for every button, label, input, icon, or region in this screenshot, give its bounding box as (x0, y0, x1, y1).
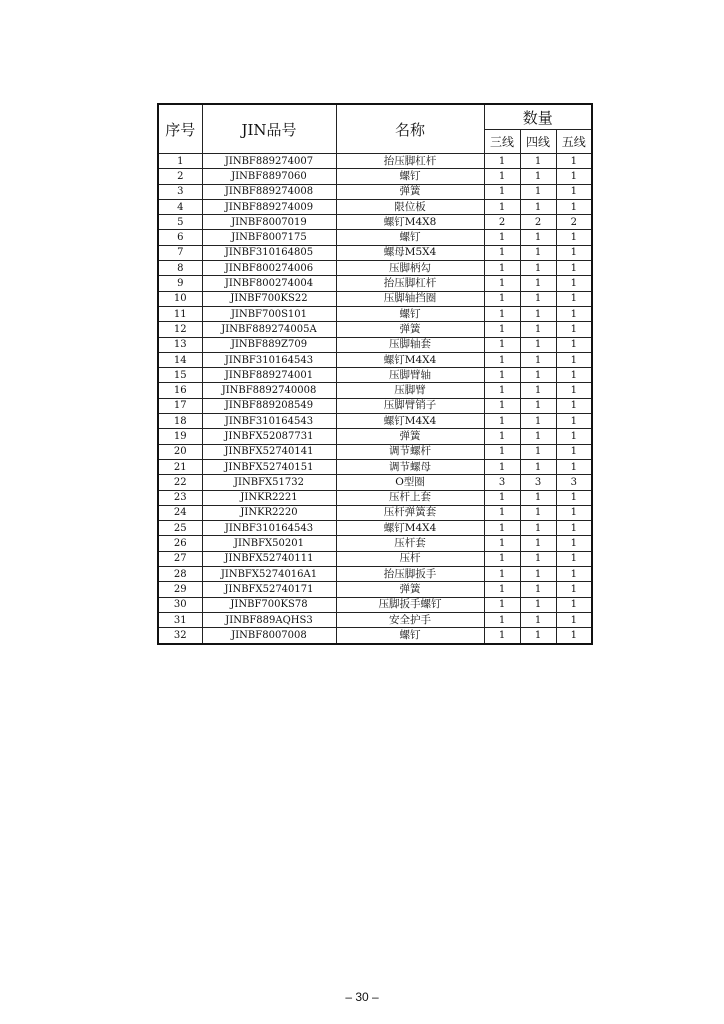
cell-seq: 6 (158, 230, 202, 245)
cell-seq: 4 (158, 199, 202, 214)
cell-part-number: JINBF8007019 (202, 215, 336, 230)
table-row (158, 337, 592, 352)
table-row (158, 444, 592, 459)
cell-qty-three-thread: 1 (484, 169, 520, 184)
cell-qty-five-thread: 1 (556, 337, 592, 352)
cell-qty-five-thread: 1 (556, 230, 592, 245)
cell-seq: 31 (158, 612, 202, 627)
cell-qty-three-thread: 1 (484, 536, 520, 551)
cell-part-number: JINBF8007008 (202, 628, 336, 644)
header-seq: 序号 (158, 104, 202, 154)
parts-list-table (157, 103, 593, 645)
cell-name: 压杆套 (336, 536, 484, 551)
cell-part-number: JINBFX51732 (202, 475, 336, 490)
cell-qty-five-thread: 1 (556, 368, 592, 383)
cell-seq: 22 (158, 475, 202, 490)
cell-name: 螺钉M4X4 (336, 521, 484, 536)
cell-qty-four-thread: 1 (520, 184, 556, 199)
table-row (158, 276, 592, 291)
cell-name: 抬压脚杠杆 (336, 276, 484, 291)
table-row (158, 459, 592, 474)
cell-qty-four-thread: 1 (520, 612, 556, 627)
cell-qty-four-thread: 1 (520, 582, 556, 597)
cell-qty-three-thread: 1 (484, 459, 520, 474)
cell-seq: 26 (158, 536, 202, 551)
cell-qty-five-thread: 1 (556, 597, 592, 612)
cell-part-number: JINBF889274009 (202, 199, 336, 214)
table-row (158, 368, 592, 383)
cell-name: 螺钉 (336, 628, 484, 644)
header-four-thread: 四线 (520, 130, 556, 154)
cell-name: 弹簧 (336, 429, 484, 444)
cell-part-number: JINBFX52740151 (202, 459, 336, 474)
cell-qty-four-thread: 2 (520, 215, 556, 230)
cell-part-number: JINBFX50201 (202, 536, 336, 551)
cell-name: 螺钉M4X4 (336, 414, 484, 429)
cell-seq: 13 (158, 337, 202, 352)
cell-part-number: JINBFX52740111 (202, 551, 336, 566)
cell-qty-four-thread: 1 (520, 567, 556, 582)
cell-qty-three-thread: 1 (484, 429, 520, 444)
cell-name: 压杆上套 (336, 490, 484, 505)
cell-qty-three-thread: 1 (484, 398, 520, 413)
cell-qty-four-thread: 1 (520, 230, 556, 245)
cell-name: 螺钉M4X8 (336, 215, 484, 230)
table-row (158, 154, 592, 169)
cell-qty-three-thread: 1 (484, 306, 520, 321)
cell-seq: 24 (158, 505, 202, 520)
cell-seq: 21 (158, 459, 202, 474)
table-row (158, 612, 592, 627)
cell-qty-four-thread: 1 (520, 352, 556, 367)
table-body (158, 154, 592, 644)
cell-qty-four-thread: 1 (520, 536, 556, 551)
table-row (158, 551, 592, 566)
cell-seq: 17 (158, 398, 202, 413)
cell-part-number: JINBF8892740008 (202, 383, 336, 398)
cell-part-number: JINBF889274005A (202, 322, 336, 337)
cell-qty-five-thread: 1 (556, 199, 592, 214)
cell-name: 压脚扳手螺钉 (336, 597, 484, 612)
cell-part-number: JINBFX52740141 (202, 444, 336, 459)
cell-qty-four-thread: 1 (520, 368, 556, 383)
cell-seq: 18 (158, 414, 202, 429)
table-row (158, 582, 592, 597)
cell-qty-three-thread: 1 (484, 612, 520, 627)
cell-name: 限位板 (336, 199, 484, 214)
cell-qty-five-thread: 1 (556, 551, 592, 566)
cell-qty-three-thread: 1 (484, 582, 520, 597)
cell-qty-five-thread: 3 (556, 475, 592, 490)
cell-qty-four-thread: 1 (520, 597, 556, 612)
cell-part-number: JINBF889AQHS3 (202, 612, 336, 627)
cell-name: 调节螺母 (336, 459, 484, 474)
cell-name: 弹簧 (336, 184, 484, 199)
cell-qty-five-thread: 1 (556, 521, 592, 536)
cell-qty-five-thread: 1 (556, 612, 592, 627)
cell-seq: 2 (158, 169, 202, 184)
table-row (158, 230, 592, 245)
cell-qty-five-thread: 1 (556, 582, 592, 597)
cell-qty-five-thread: 1 (556, 429, 592, 444)
cell-seq: 5 (158, 215, 202, 230)
cell-qty-four-thread: 1 (520, 291, 556, 306)
table-row (158, 490, 592, 505)
cell-name: 压脚柄勾 (336, 261, 484, 276)
cell-qty-three-thread: 1 (484, 383, 520, 398)
cell-qty-three-thread: 1 (484, 628, 520, 644)
cell-qty-five-thread: 1 (556, 383, 592, 398)
cell-qty-four-thread: 1 (520, 154, 556, 169)
cell-qty-three-thread: 1 (484, 199, 520, 214)
cell-part-number: JINKR2221 (202, 490, 336, 505)
page-number: – 30 – (345, 990, 379, 1004)
cell-qty-four-thread: 1 (520, 261, 556, 276)
cell-qty-five-thread: 1 (556, 444, 592, 459)
cell-seq: 27 (158, 551, 202, 566)
cell-qty-four-thread: 1 (520, 337, 556, 352)
cell-qty-three-thread: 1 (484, 444, 520, 459)
cell-qty-four-thread: 1 (520, 551, 556, 566)
cell-name: 压脚轴套 (336, 337, 484, 352)
table-row (158, 169, 592, 184)
table-row (158, 199, 592, 214)
cell-qty-five-thread: 1 (556, 505, 592, 520)
cell-seq: 23 (158, 490, 202, 505)
table-row (158, 383, 592, 398)
cell-part-number: JINKR2220 (202, 505, 336, 520)
cell-seq: 15 (158, 368, 202, 383)
cell-part-number: JINBF310164805 (202, 245, 336, 260)
cell-name: 螺母M5X4 (336, 245, 484, 260)
cell-qty-five-thread: 1 (556, 398, 592, 413)
cell-part-number: JINBFX5274016A1 (202, 567, 336, 582)
cell-name: 螺钉 (336, 306, 484, 321)
cell-qty-three-thread: 1 (484, 597, 520, 612)
cell-part-number: JINBFX52087731 (202, 429, 336, 444)
cell-qty-five-thread: 1 (556, 245, 592, 260)
cell-qty-four-thread: 1 (520, 199, 556, 214)
cell-qty-four-thread: 1 (520, 245, 556, 260)
cell-name: 压杆 (336, 551, 484, 566)
cell-qty-four-thread: 1 (520, 521, 556, 536)
cell-seq: 7 (158, 245, 202, 260)
cell-qty-three-thread: 1 (484, 567, 520, 582)
cell-qty-four-thread: 1 (520, 505, 556, 520)
cell-qty-four-thread: 3 (520, 475, 556, 490)
cell-qty-three-thread: 1 (484, 184, 520, 199)
table-row (158, 322, 592, 337)
table-row (158, 414, 592, 429)
cell-part-number: JINBF889208549 (202, 398, 336, 413)
table-row (158, 215, 592, 230)
cell-qty-three-thread: 1 (484, 291, 520, 306)
cell-part-number: JINBF310164543 (202, 352, 336, 367)
cell-qty-four-thread: 1 (520, 276, 556, 291)
cell-name: 螺钉 (336, 169, 484, 184)
cell-part-number: JINBF889Z709 (202, 337, 336, 352)
cell-name: 抬压脚扳手 (336, 567, 484, 582)
table-row (158, 475, 592, 490)
table-row (158, 398, 592, 413)
cell-seq: 32 (158, 628, 202, 644)
table-row (158, 261, 592, 276)
cell-qty-three-thread: 1 (484, 261, 520, 276)
cell-name: 压脚臂 (336, 383, 484, 398)
table-row (158, 245, 592, 260)
table-row (158, 291, 592, 306)
cell-qty-three-thread: 1 (484, 276, 520, 291)
cell-qty-four-thread: 1 (520, 459, 556, 474)
table-row (158, 521, 592, 536)
cell-qty-five-thread: 1 (556, 306, 592, 321)
cell-qty-three-thread: 1 (484, 368, 520, 383)
cell-seq: 14 (158, 352, 202, 367)
cell-name: 压脚轴挡圈 (336, 291, 484, 306)
cell-name: O型圈 (336, 475, 484, 490)
cell-name: 压脚臂销子 (336, 398, 484, 413)
cell-part-number: JINBF700KS78 (202, 597, 336, 612)
table-row (158, 184, 592, 199)
cell-part-number: JINBF800274004 (202, 276, 336, 291)
table-row (158, 597, 592, 612)
cell-name: 螺钉 (336, 230, 484, 245)
cell-seq: 20 (158, 444, 202, 459)
cell-seq: 30 (158, 597, 202, 612)
table-row (158, 628, 592, 644)
cell-seq: 1 (158, 154, 202, 169)
cell-qty-five-thread: 1 (556, 414, 592, 429)
cell-qty-five-thread: 1 (556, 352, 592, 367)
cell-qty-four-thread: 1 (520, 322, 556, 337)
header-quantity: 数量 (484, 104, 592, 130)
cell-part-number: JINBF700KS22 (202, 291, 336, 306)
cell-qty-three-thread: 1 (484, 414, 520, 429)
cell-part-number: JINBF700S101 (202, 306, 336, 321)
cell-qty-four-thread: 1 (520, 444, 556, 459)
cell-name: 调节螺杆 (336, 444, 484, 459)
cell-qty-three-thread: 1 (484, 154, 520, 169)
cell-part-number: JINBF800274006 (202, 261, 336, 276)
cell-qty-five-thread: 1 (556, 291, 592, 306)
cell-qty-five-thread: 1 (556, 322, 592, 337)
cell-seq: 25 (158, 521, 202, 536)
cell-seq: 8 (158, 261, 202, 276)
cell-qty-five-thread: 1 (556, 536, 592, 551)
cell-seq: 28 (158, 567, 202, 582)
cell-name: 安全护手 (336, 612, 484, 627)
cell-qty-five-thread: 1 (556, 567, 592, 582)
cell-qty-four-thread: 1 (520, 383, 556, 398)
cell-name: 抬压脚杠杆 (336, 154, 484, 169)
table-row (158, 429, 592, 444)
cell-part-number: JINBF889274008 (202, 184, 336, 199)
cell-qty-three-thread: 1 (484, 337, 520, 352)
cell-part-number: JINBF8897060 (202, 169, 336, 184)
table-row (158, 352, 592, 367)
cell-qty-five-thread: 1 (556, 276, 592, 291)
cell-qty-four-thread: 1 (520, 628, 556, 644)
cell-part-number: JINBFX52740171 (202, 582, 336, 597)
cell-qty-three-thread: 1 (484, 505, 520, 520)
cell-qty-five-thread: 1 (556, 628, 592, 644)
cell-seq: 16 (158, 383, 202, 398)
table-row (158, 567, 592, 582)
cell-qty-five-thread: 1 (556, 459, 592, 474)
table-row (158, 505, 592, 520)
cell-part-number: JINBF889274001 (202, 368, 336, 383)
cell-seq: 29 (158, 582, 202, 597)
cell-name: 弹簧 (336, 582, 484, 597)
cell-name: 压杆弹簧套 (336, 505, 484, 520)
cell-seq: 12 (158, 322, 202, 337)
cell-part-number: JINBF310164543 (202, 414, 336, 429)
header-three-thread: 三线 (484, 130, 520, 154)
cell-qty-three-thread: 1 (484, 352, 520, 367)
cell-part-number: JINBF310164543 (202, 521, 336, 536)
cell-name: 压脚臂轴 (336, 368, 484, 383)
cell-qty-five-thread: 1 (556, 154, 592, 169)
cell-part-number: JINBF8007175 (202, 230, 336, 245)
cell-qty-five-thread: 1 (556, 184, 592, 199)
cell-seq: 3 (158, 184, 202, 199)
cell-qty-four-thread: 1 (520, 429, 556, 444)
cell-qty-three-thread: 1 (484, 230, 520, 245)
header-name: 名称 (336, 104, 484, 154)
cell-qty-five-thread: 2 (556, 215, 592, 230)
cell-qty-five-thread: 1 (556, 490, 592, 505)
cell-seq: 10 (158, 291, 202, 306)
cell-qty-four-thread: 1 (520, 414, 556, 429)
cell-qty-four-thread: 1 (520, 490, 556, 505)
cell-qty-three-thread: 2 (484, 215, 520, 230)
header-five-thread: 五线 (556, 130, 592, 154)
cell-qty-three-thread: 1 (484, 551, 520, 566)
cell-name: 螺钉M4X4 (336, 352, 484, 367)
cell-qty-four-thread: 1 (520, 398, 556, 413)
cell-name: 弹簧 (336, 322, 484, 337)
cell-qty-three-thread: 1 (484, 322, 520, 337)
table-row (158, 306, 592, 321)
cell-qty-three-thread: 1 (484, 245, 520, 260)
cell-seq: 19 (158, 429, 202, 444)
cell-qty-five-thread: 1 (556, 169, 592, 184)
cell-qty-three-thread: 1 (484, 490, 520, 505)
cell-qty-five-thread: 1 (556, 261, 592, 276)
cell-qty-three-thread: 1 (484, 521, 520, 536)
cell-qty-four-thread: 1 (520, 169, 556, 184)
cell-qty-four-thread: 1 (520, 306, 556, 321)
table-row (158, 536, 592, 551)
cell-qty-three-thread: 3 (484, 475, 520, 490)
header-part-number: JIN品号 (202, 104, 336, 154)
cell-part-number: JINBF889274007 (202, 154, 336, 169)
cell-seq: 9 (158, 276, 202, 291)
cell-seq: 11 (158, 306, 202, 321)
